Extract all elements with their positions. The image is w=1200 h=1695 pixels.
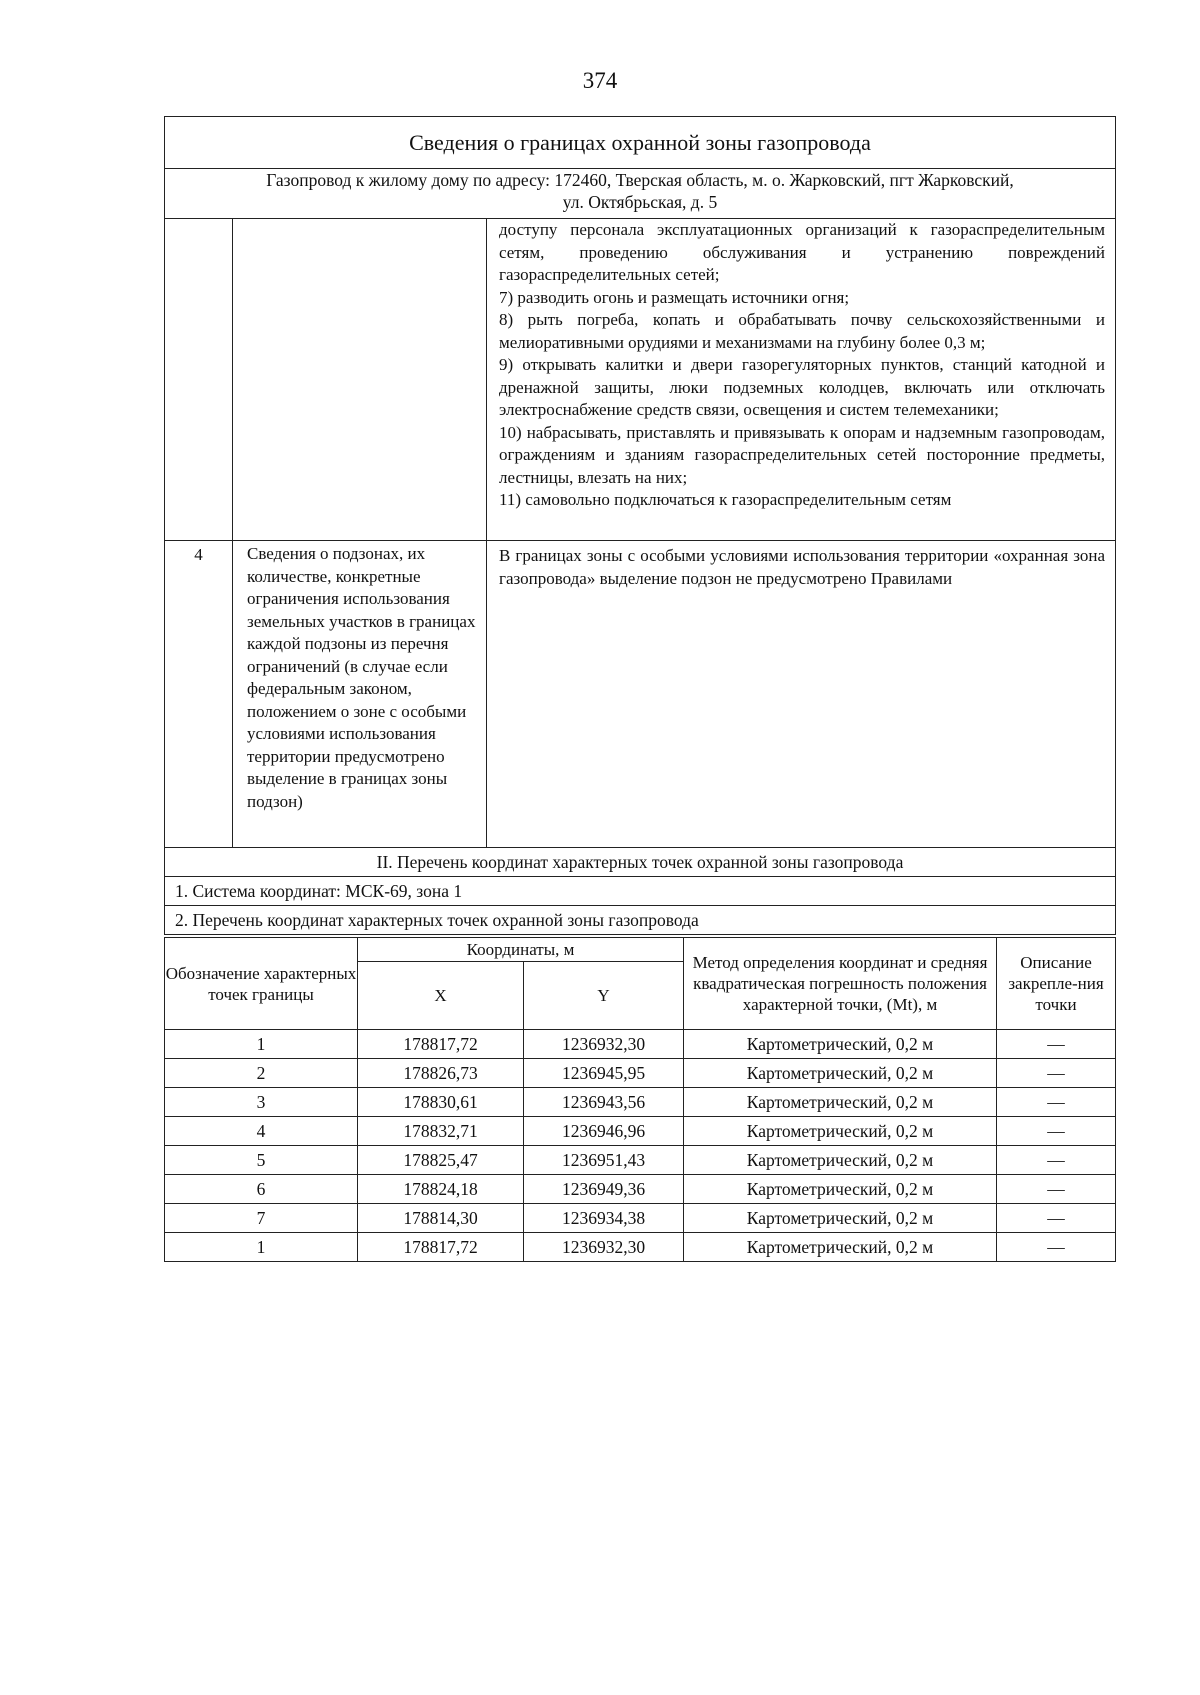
object-address (165, 169, 1116, 219)
header-x: X (358, 962, 524, 1030)
header-y: Y (524, 962, 684, 1030)
y-cell: 1236945,95 (524, 1059, 684, 1088)
object-address-line2: ул. Октябрьская, д. 5 (562, 192, 718, 212)
description-cell: — (997, 1030, 1116, 1059)
table-row (165, 1117, 1116, 1146)
x-cell: 178825,47 (358, 1146, 524, 1175)
x-cell: 178830,61 (358, 1088, 524, 1117)
object-address-line1: Газопровод к жилому дому по адресу: 172460, Тверская область, м. о. Жарковский, пгт Жарковский, (266, 170, 1014, 190)
table-row (165, 1059, 1116, 1088)
x-cell: 178817,72 (358, 1233, 524, 1262)
y-cell: 1236943,56 (524, 1088, 684, 1117)
table-row (165, 1175, 1116, 1204)
restriction-paragraph: 8) рыть погреба, копать и обрабатывать почву сельскохозяйственными и мелиоративными орудиями и механизмами на глубину более 0,3 м; (499, 310, 1105, 352)
header-coordinates: Координаты, м (358, 938, 684, 962)
document-title: Сведения о границах охранной зоны газопровода (165, 117, 1116, 169)
header-method-text: Метод определения координат и средняя квадратическая погрешность положения характерной точки, (Mt), м (692, 953, 988, 1014)
restrictions-continued (487, 219, 1116, 541)
method-cell: Картометрический, 0,2 м (684, 1117, 997, 1146)
coordinates-table (164, 937, 1116, 1262)
header-designation: Обозначение характерных точек границы (165, 938, 358, 1030)
description-cell: — (997, 1088, 1116, 1117)
table-row (165, 1146, 1116, 1175)
method-cell: Картометрический, 0,2 м (684, 1175, 997, 1204)
table-row (165, 1204, 1116, 1233)
header-method (684, 938, 997, 1030)
section-2-title: II. Перечень координат характерных точек охранной зоны газопровода (165, 848, 1116, 877)
point-cell: 1 (165, 1233, 358, 1262)
description-cell: — (997, 1233, 1116, 1262)
table-row (165, 1088, 1116, 1117)
restriction-paragraph: 7) разводить огонь и размещать источники огня; (499, 287, 850, 307)
subzones-row-value: В границах зоны с особыми условиями использования территории «охранная зона газопровода» выделение подзон не предусмотрено Правилами (487, 541, 1116, 848)
point-cell: 7 (165, 1204, 358, 1233)
restriction-paragraph: доступу персонала эксплуатационных организаций к газораспределительным сетям, проведению обслуживания и устранению повреждений газораспределительных сетей; (499, 220, 1105, 284)
description-cell: — (997, 1146, 1116, 1175)
restriction-paragraph: 10) набрасывать, приставлять и привязывать к опорам и надземным газопроводам, ограждениям и зданиям газораспределительных сетей посторонние предметы, лестницы, влезать на них; (499, 422, 1105, 487)
table-row (165, 1233, 1116, 1262)
description-cell: — (997, 1175, 1116, 1204)
points-list-title: 2. Перечень координат характерных точек охранной зоны газопровода (165, 906, 1116, 935)
y-cell: 1236934,38 (524, 1204, 684, 1233)
subzones-row-number: 4 (165, 541, 233, 848)
description-cell: — (997, 1059, 1116, 1088)
subzones-row-label: Сведения о подзонах, их количестве, конкретные ограничения использования земельных участков в границах каждой подзоны из перечня ограничений (в случае если федеральным законом, положением о зоне с особыми условиями использования территории предусмотрено выделение в границах зоны подзон) (233, 541, 487, 848)
method-cell: Картометрический, 0,2 м (684, 1233, 997, 1262)
method-cell: Картометрический, 0,2 м (684, 1059, 997, 1088)
method-cell: Картометрический, 0,2 м (684, 1088, 997, 1117)
point-cell: 6 (165, 1175, 358, 1204)
y-cell: 1236949,36 (524, 1175, 684, 1204)
method-cell: Картометрический, 0,2 м (684, 1204, 997, 1233)
x-cell: 178817,72 (358, 1030, 524, 1059)
restriction-paragraph: 11) самовольно подключаться к газораспределительным сетям (499, 490, 952, 509)
page-number: 374 (582, 68, 618, 93)
table-row (165, 1030, 1116, 1059)
y-cell: 1236951,43 (524, 1146, 684, 1175)
x-cell: 178832,71 (358, 1117, 524, 1146)
method-cell: Картометрический, 0,2 м (684, 1146, 997, 1175)
continued-number-cell (165, 219, 233, 541)
point-cell: 4 (165, 1117, 358, 1146)
continued-label-cell (233, 219, 487, 541)
coordinate-system: 1. Система координат: МСК-69, зона 1 (165, 877, 1116, 906)
restriction-paragraph: 9) открывать калитки и двери газорегуляторных пунктов, станций катодной и дренажной защиты, люки подземных колодцев, включать или отключать электроснабжение средств связи, освещения и систем телемеханики; (499, 355, 1105, 419)
y-cell: 1236932,30 (524, 1233, 684, 1262)
y-cell: 1236946,96 (524, 1117, 684, 1146)
x-cell: 178814,30 (358, 1204, 524, 1233)
x-cell: 178826,73 (358, 1059, 524, 1088)
y-cell: 1236932,30 (524, 1030, 684, 1059)
point-cell: 1 (165, 1030, 358, 1059)
description-cell: — (997, 1117, 1116, 1146)
header-description: Описание закрепле-ния точки (997, 938, 1116, 1030)
point-cell: 3 (165, 1088, 358, 1117)
description-cell: — (997, 1204, 1116, 1233)
point-cell: 2 (165, 1059, 358, 1088)
x-cell: 178824,18 (358, 1175, 524, 1204)
zone-info-table (164, 116, 1116, 935)
point-cell: 5 (165, 1146, 358, 1175)
method-cell: Картометрический, 0,2 м (684, 1030, 997, 1059)
